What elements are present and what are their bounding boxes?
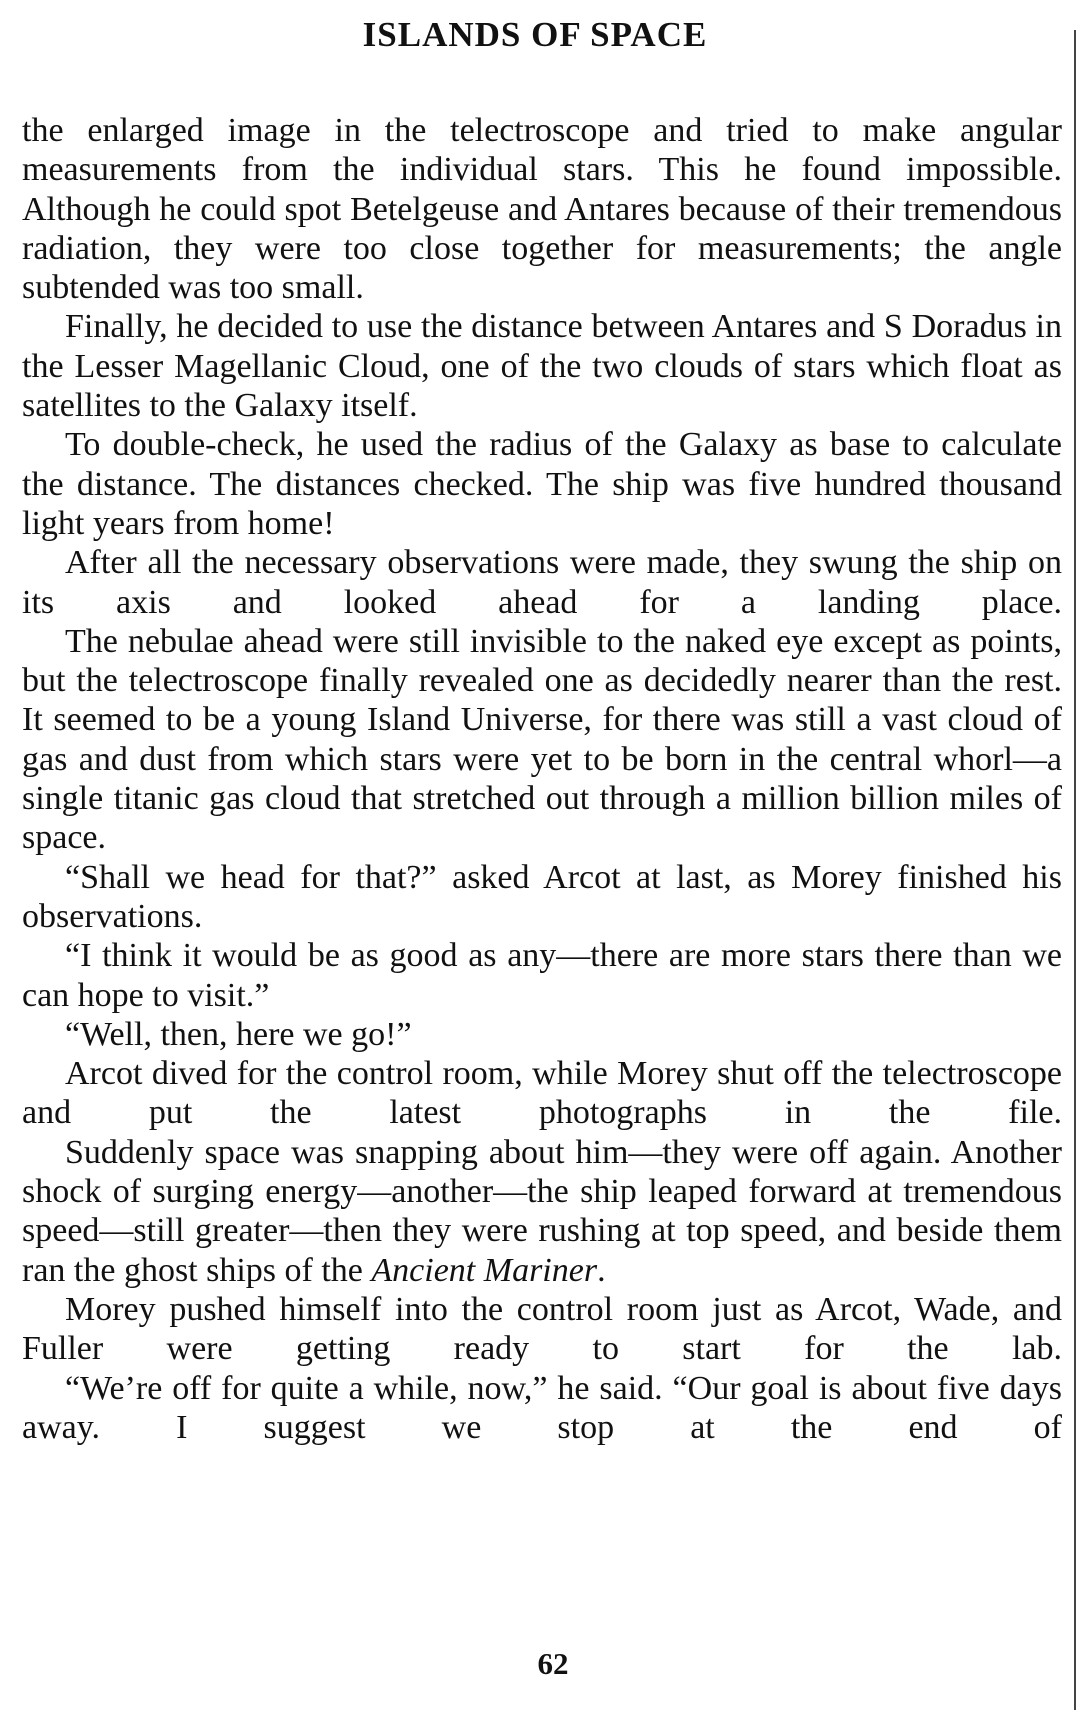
paragraph-12: “We’re off for quite a while, now,” he said. “Our goal is about five days away. I suggest we stop at the end of <box>22 1369 1062 1446</box>
paragraph-10-text: Suddenly space was snapping about him—they were off again. Another shock of surging energy—another—the ship leaped forward at tremendous speed—still greater—then they were rushing at top speed, and beside them ran the ghost ships of the <box>22 1133 1062 1289</box>
paragraph-6: “Shall we head for that?” asked Arcot at last, as Morey finished his observations. <box>22 858 1062 935</box>
paragraph-10 <box>22 1133 1062 1290</box>
running-head: ISLANDS OF SPACE <box>362 15 708 54</box>
paragraph-10-end: . <box>597 1251 606 1289</box>
page-edge-line <box>1074 30 1076 1710</box>
paragraph-9: Arcot dived for the control room, while Morey shut off the telectroscope and put the latest photographs in the file. <box>22 1055 1062 1132</box>
paragraph-4: After all the necessary observations were made, they swung the ship on its axis and looked ahead for a landing place. <box>22 544 1062 621</box>
book-title-italic: Ancient Mariner <box>371 1251 598 1289</box>
paragraph-7: “I think it would be as good as any—there are more stars there than we can hope to visit.” <box>22 937 1062 1014</box>
paragraph-2: Finally, he decided to use the distance between Antares and S Doradus in the Lesser Magellanic Cloud, one of the two clouds of stars which float as satellites to the Galaxy itself. <box>22 308 1062 425</box>
paragraph-3: To double-check, he used the radius of the Galaxy as base to calculate the distance. The distances checked. The ship was five hundred thousand light years from home! <box>22 426 1062 542</box>
page-number: 62 <box>537 1646 569 1681</box>
paragraph-5: The nebulae ahead were still invisible to the naked eye except as points, but the telectroscope finally revealed one as decidedly nearer than the rest. It seemed to be a young Island Universe, for there was still a vast cloud of gas and dust from which stars were yet to be born in the central whorl—a single titanic gas cloud that stretched out through a million billion miles of space. <box>22 622 1062 857</box>
paragraph-8: “Well, then, here we go!” <box>65 1015 412 1053</box>
body-text <box>22 111 1062 1447</box>
paragraph-11: Morey pushed himself into the control room just as Arcot, Wade, and Fuller were getting ready to start for the lab. <box>22 1290 1062 1368</box>
paragraph-1: the enlarged image in the telectroscope and tried to make angular measurements from the individual stars. This he found impossible. Although he could spot Betelgeuse and Antares because of their tremendous radiation, they were too close together for measurements; the angle subtended was too small. <box>22 112 1062 307</box>
